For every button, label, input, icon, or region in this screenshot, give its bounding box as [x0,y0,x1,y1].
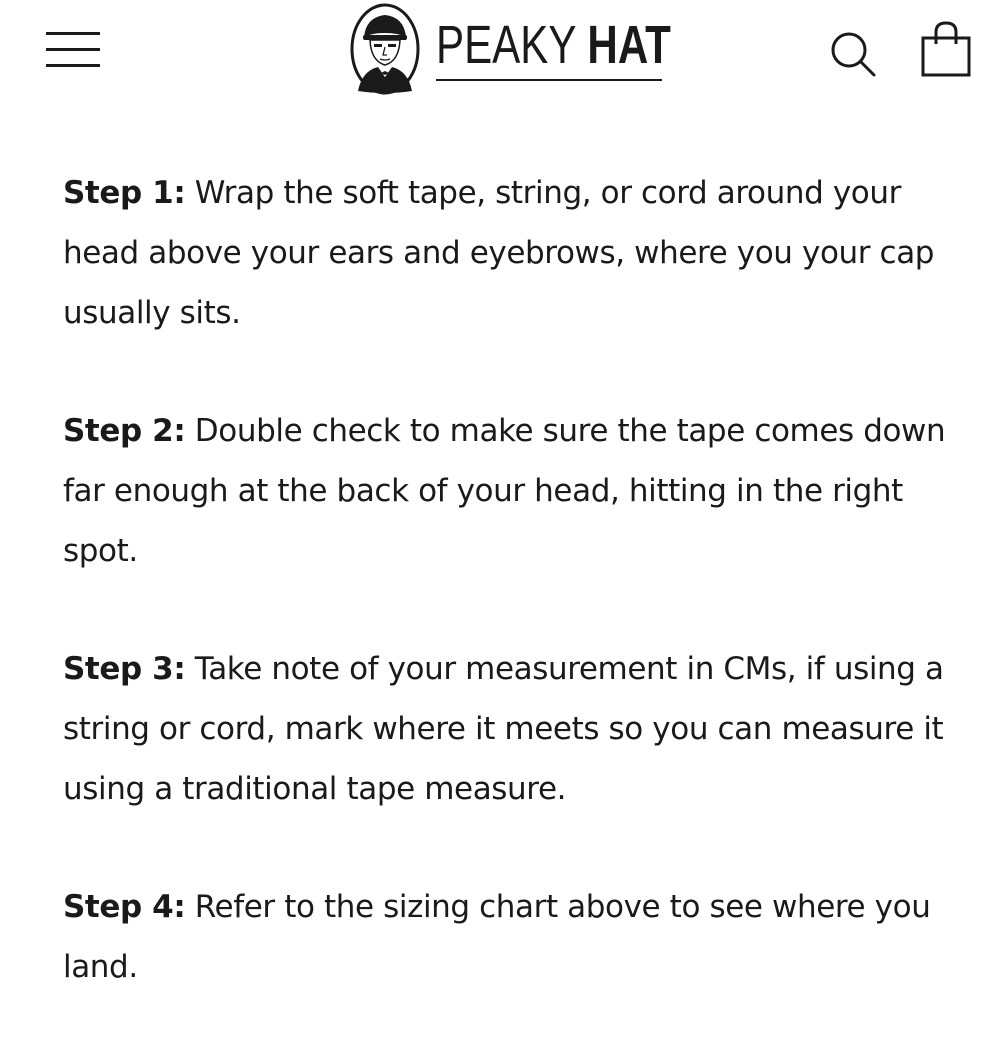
step-4 [63,877,963,997]
menu-line-bottom [46,64,100,67]
step-text: Double check to make sure the tape comes down far enough at the back of your head, hitting in the right spot. [63,413,946,569]
logo-text-bold: HAT [587,15,671,75]
menu-line-top [46,32,100,35]
menu-line-middle [46,48,100,51]
site-logo[interactable] [350,3,670,98]
step-label: Step 1: [63,175,186,211]
step-1 [63,163,963,343]
step-text: Take note of your measurement in CMs, if using a string or cord, mark where it meets so you can measure it using a traditional tape measure. [63,651,944,807]
shopping-bag-icon-graphic [920,20,972,78]
site-header [0,0,1000,110]
shopping-bag-icon[interactable] [920,20,972,78]
logo-underline [436,79,662,81]
logo-text-light: PEAKY [436,15,576,75]
step-label: Step 4: [63,889,186,925]
step-label: Step 2: [63,413,186,449]
logo-wordmark [436,15,671,75]
step-text: Wrap the soft tape, string, or cord around your head above your ears and eyebrows, where you your cap usually sits. [63,175,935,331]
step-3 [63,639,963,819]
hamburger-menu-icon[interactable] [46,30,100,70]
search-icon[interactable] [828,28,878,78]
step-2 [63,401,963,581]
step-text: Refer to the sizing chart above to see where you land. [63,889,931,985]
step-label: Step 3: [63,651,186,687]
peaky-man-badge-icon [350,3,420,95]
search-icon-graphic [828,28,878,78]
sizing-instructions [63,163,963,1055]
